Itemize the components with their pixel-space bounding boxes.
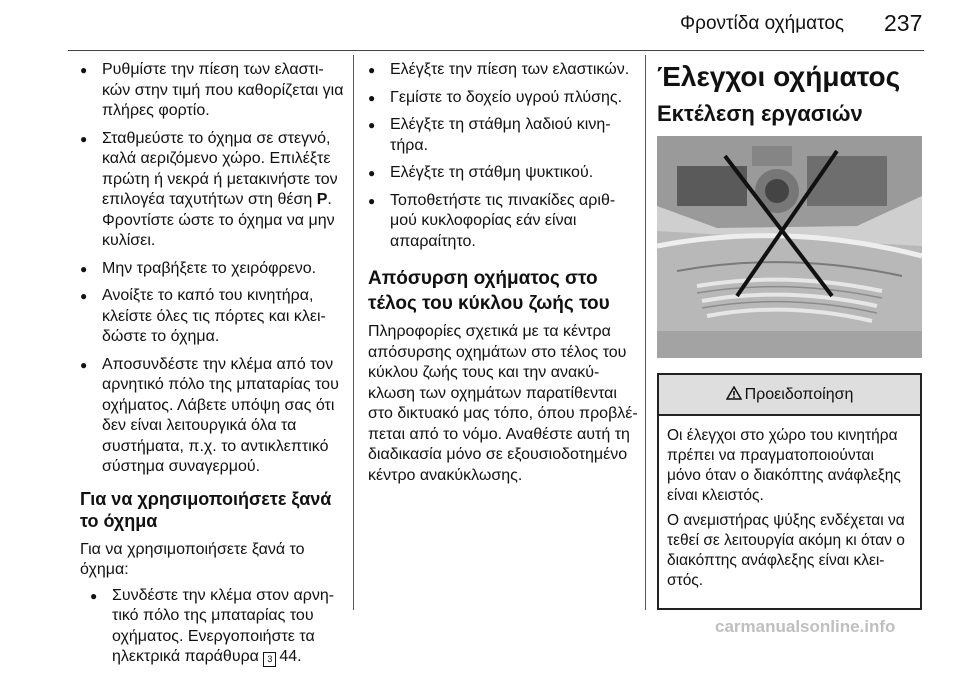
running-header-title: Φροντίδα οχήματος bbox=[680, 13, 845, 34]
list-item: ● Ελέγξτε τη στάθμη λαδιού κινη-τήρα. bbox=[368, 115, 638, 156]
reuse-checks-list bbox=[368, 60, 638, 252]
watermark: carmanualsonline.info bbox=[715, 617, 896, 636]
list-item: ● Σταθμεύστε το όχημα σε στεγνό, καλά αεριζόμενο χώρο. Επιλέξτε πρώτη ή νεκρά ή μετακινήστε τον επιλογέα ταχυτήτων στη θέση P. Φροντίστε ώστε το όχημα να μην κυλίσει. bbox=[80, 129, 345, 252]
list-item: ● Μην τραβήξετε το χειρόφρενο. bbox=[80, 259, 345, 280]
warning-paragraph: Ο ανεμιστήρας ψύξης ενδέχεται να τεθεί σε λειτουργία ακόμη κι όταν ο διακόπτης ανάφλεξης είναι κλει-στός. bbox=[667, 511, 905, 589]
chapter-heading: Έλεγχοι οχήματος bbox=[657, 61, 901, 92]
column-divider-right bbox=[645, 55, 646, 610]
list-item: ● Ανοίξτε το καπό του κινητήρα, κλείστε όλες τις πόρτες και κλει-δώστε το όχημα. bbox=[80, 286, 345, 348]
header-rule bbox=[68, 50, 924, 51]
storage-steps-list bbox=[80, 60, 345, 478]
warning-box bbox=[657, 373, 922, 610]
list-item: ● Ρυθμίστε την πίεση των ελαστι-κών στην τιμή που καθορίζεται για πλήρες φορτίο. bbox=[80, 60, 345, 122]
list-item: ● Αποσυνδέστε την κλέμα από τον αρνητικό πόλο της μπαταρίας του οχήματος. Λάβετε υπόψη σας ότι δεν είναι λειτουργικά όλα τα συστήματα, π.χ. το αντικλεπτικό σύστημα συναγερμού. bbox=[80, 355, 345, 478]
reuse-steps-list bbox=[90, 586, 345, 668]
list-item: ● Ελέγξτε τη στάθμη ψυκτικού. bbox=[368, 163, 638, 184]
engine-bay-illustration bbox=[657, 136, 922, 358]
list-item: ● Συνδέστε την κλέμα στον αρνη-τικό πόλο της μπαταρίας του οχήματος. Ενεργοποιήστε τα ηλεκτρικά παράθυρα 3 44. bbox=[90, 586, 345, 668]
subheading: Εκτέλεση εργασιών bbox=[657, 101, 863, 126]
page-reference-icon: 3 bbox=[263, 652, 276, 667]
section-heading-reuse: Για να χρησιμοποιήσετε ξανά το όχημα bbox=[80, 488, 332, 531]
section-heading-end-of-life: Απόσυρση οχήματος στο τέλος του κύκλου ζωής του bbox=[368, 268, 610, 314]
page-number: 237 bbox=[884, 10, 923, 36]
column-divider-left bbox=[353, 55, 354, 610]
page-reference: 44. bbox=[279, 648, 302, 665]
middle-column bbox=[368, 60, 638, 491]
engine-bay-photo bbox=[657, 136, 922, 358]
warning-body bbox=[659, 416, 920, 608]
warning-paragraph: Οι έλεγχοι στο χώρο του κινητήρα πρέπει να πραγματοποιούνται μόνο όταν ο διακόπτης ανάφλεξης είναι κλειστός. bbox=[667, 426, 901, 504]
warning-triangle-icon bbox=[726, 386, 742, 400]
end-of-life-paragraph: Πληροφορίες σχετικά με τα κέντρα απόσυρσης οχημάτων στο τέλος του κύκλου ζωής τους και την ανακύ-κλωση των οχημάτων παρατίθενται στο δικτυακό μας τόπο, όπου προβλέ-πεται από το νόμο. Αναθέστε αυτή τη διαδικασία μόνο σε εξουσιοδοτημένο κέντρο ανακύκλωσης. bbox=[368, 323, 638, 484]
warning-header bbox=[659, 375, 920, 416]
list-item: ● Τοποθετήστε τις πινακίδες αριθ-μού κυκλοφορίας εάν είναι απαραίτητο. bbox=[368, 191, 638, 253]
left-column bbox=[80, 60, 345, 675]
reuse-intro: Για να χρησιμοποιήσετε ξανά το όχημα: bbox=[80, 540, 305, 578]
list-item: ● Γεμίστε το δοχείο υγρού πλύσης. bbox=[368, 88, 638, 109]
warning-title: Προειδοποίηση bbox=[744, 386, 854, 403]
list-item: ● Ελέγξτε την πίεση των ελαστικών. bbox=[368, 60, 638, 81]
right-column bbox=[657, 58, 927, 610]
gear-position-p: P bbox=[316, 191, 328, 208]
